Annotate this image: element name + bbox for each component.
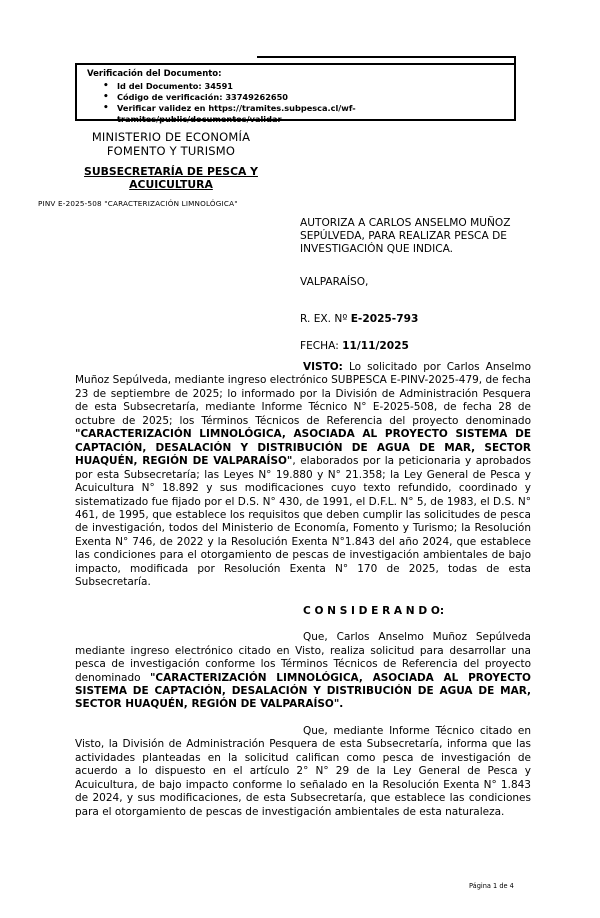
- visto-paragraph: VISTO: Lo solicitado por Carlos Anselmo Muñoz Sepúlveda, mediante ingreso electrónico SUBPESCA E-PINV-2025-479, de fecha 23 de septiembre de 2025; lo informado por la División de Administración Pesquera de esta Subsecretaría, mediante Informe Técnico N° E-2025-508, de fecha 28 de octubre de 2025; los Términos Técnicos de Referencia del proyecto denominado "CARACTERIZACIÓN LIMNOLÓGICA, ASOCIADA AL PROYECTO SISTEMA DE CAPTACIÓN, DESALACIÓN Y DISTRIBUCIÓN DE AGUA DE MAR, SECTOR HUAQUÉN, REGIÓN DE VALPARAÍSO", elaborados por la peticionaria y aprobados por esta Subsecretaría; las Leyes N° 19.880 y N° 21.358; la Ley General de Pesca y Acuicultura N° 18.892 y sus modificaciones cuyo texto refundido, coordinado y sistematizado fue fijado por el D.S. N° 430, de 1991, el D.F.L. N° 5, de 1983, el D.S. N° 461, de 1995, que establece los requisitos que deben cumplir las solicitudes de pesca de investigación, todos del Ministerio de Economía, Fomento y Turismo; la Resolución Exenta N° 746, de 2022 y la Resolución Exenta N°1.843 del año 2024, que establece las condiciones para el otorgamiento de pescas de investigación ambientales de bajo impacto, modificada por Resolución Exenta N° 170 de 2025, todas de esta Subsecretaría.: [75, 361, 531, 589]
- subsecretary-line2: ACUICULTURA: [129, 178, 213, 191]
- resolution-subject: AUTORIZA A CARLOS ANSELMO MUÑOZ SEPÚLVEDA, PARA REALIZAR PESCA DE INVESTIGACIÓN QUE INDICA.: [300, 217, 511, 256]
- resolution-number-line: [300, 313, 418, 325]
- file-reference: PINV E-2025-508 "CARACTERIZACIÓN LIMNOLÓGICA": [38, 199, 238, 208]
- verification-item-document-id: [87, 81, 508, 92]
- verification-item-url: [87, 103, 508, 125]
- verification-url-text: Verificar validez en https://tramites.subpesca.cl/wf-tramites/public/documentos/validar: [117, 103, 356, 124]
- resolution-number-label: R. EX. Nº: [300, 313, 351, 325]
- subsecretary-line1: SUBSECRETARÍA DE PESCA Y: [84, 165, 258, 178]
- considerando-heading: C O N S I D E R A N D O:: [303, 604, 445, 617]
- verification-list: [87, 81, 508, 125]
- considerando-paragraph-2: Que, mediante Informe Técnico citado en Visto, la División de Administración Pesquera de esta Subsecretaría, informa que las actividades planteadas en la solicitud califican como pesca de investigación de acuerdo a lo dispuesto en el artículo 2° N° 29 de la Ley General de Pesca y Acuicultura, de bajo impacto conforme lo señalado en la Resolución Exenta N° 1.843 de 2024, y sus modificaciones, de esta Subsecretaría, que establece las condiciones para el otorgamiento de pescas de investigación ambientales de esta naturaleza.: [75, 724, 531, 818]
- resolution-date-line: [300, 340, 409, 352]
- subsecretary-name: [40, 165, 302, 191]
- resolution-date-label: FECHA:: [300, 340, 343, 352]
- verification-item-code: [87, 92, 508, 103]
- considerando-paragraph-1: Que, Carlos Anselmo Muñoz Sepúlveda mediante ingreso electrónico citado en Visto, realiza solicitud para desarrollar una pesca de investigación conforme los Términos Técnicos de Referencia del proyecto denominado "CARACTERIZACIÓN LIMNOLÓGICA, ASOCIADA AL PROYECTO SISTEMA DE CAPTACIÓN, DESALACIÓN Y DISTRIBUCIÓN DE AGUA DE MAR, SECTOR HUAQUÉN, REGIÓN DE VALPARAÍSO".: [75, 631, 531, 711]
- city-line: VALPARAÍSO,: [300, 276, 369, 288]
- letterhead: [40, 131, 302, 191]
- ministry-name-line2: FOMENTO Y TURISMO: [106, 143, 236, 158]
- page-number: Página 1 de 4: [469, 882, 514, 890]
- verification-title: Verificación del Documento:: [87, 69, 222, 79]
- resolution-date-value: 11/11/2025: [342, 340, 409, 352]
- ministry-name-line1: MINISTERIO DE ECONOMÍA: [91, 130, 251, 144]
- verification-box: [75, 63, 516, 124]
- verification-item-text: Código de verificación: 33749262650: [117, 92, 288, 102]
- document-body: [75, 361, 531, 819]
- verification-item-text: Id del Documento: 34591: [117, 81, 233, 91]
- resolution-number-value: E-2025-793: [350, 313, 419, 325]
